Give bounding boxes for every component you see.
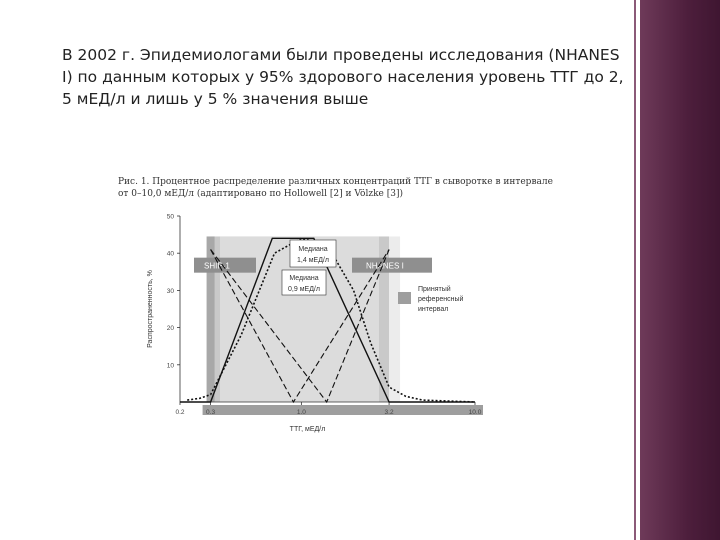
x-tick-label: 10.0 (468, 409, 482, 416)
y-tick-label: 30 (166, 287, 174, 295)
x-axis-reference-bar (203, 405, 483, 415)
y-tick-label: 50 (166, 213, 174, 221)
x-tick-label: 3.2 (384, 409, 394, 416)
legend-label-line: Принятый (418, 286, 451, 293)
x-axis-title: ТТГ, мЕД/л (289, 426, 326, 433)
slide-paragraph: В 2002 г. Эпидемиологами были проведены исследования (NHANES I) по данным которых у 95% здорового населения уровень ТТГ до 2, 5 мЕД/л и лишь у 5 % значения выше (62, 46, 624, 108)
median-1-line2: 1,4 мЕД/л (297, 257, 329, 264)
median-2-line2: 0,9 мЕД/л (288, 286, 320, 293)
median-2-line1: Медиана (289, 275, 319, 282)
ship1-tag-label: SHIP-1 (204, 261, 230, 271)
legend-label-line: референсный (418, 296, 464, 303)
median-1-line1: Медиана (298, 246, 328, 253)
x-tick-label: 1.0 (296, 409, 306, 416)
y-axis-title: Распространенность, % (147, 270, 154, 348)
legend-label-line: интервал (418, 306, 449, 313)
y-tick-label: 40 (166, 250, 174, 258)
chart-caption: Рис. 1. Процентное распределение различных концентраций ТТГ в сыворотке в интервале от 0–10,0 мЕД/л (адаптировано по Hollowell [2] и Völzke [3]) (118, 177, 553, 199)
legend-swatch (398, 292, 411, 304)
x-tick-label: 0.2 (175, 409, 185, 416)
y-tick-label: 20 (166, 325, 174, 333)
x-tick-label: 0.3 (206, 409, 216, 416)
y-tick-label: 10 (166, 362, 174, 370)
nhanes-tag-label: NHANES I (366, 261, 404, 271)
